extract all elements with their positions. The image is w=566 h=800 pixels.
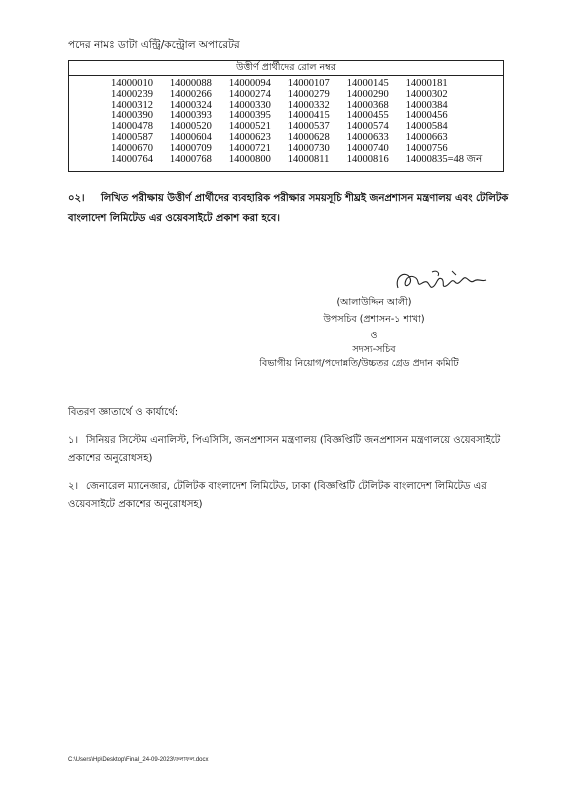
roll-number: 14000384 [405,99,448,111]
table-row [111,90,491,101]
roll-number: 14000537 [287,121,330,133]
table-row [111,155,491,166]
roll-number: 14000279 [287,88,330,100]
roll-number: 14000521 [228,121,271,133]
roll-number: 14000604 [169,131,212,143]
distribution-item [68,478,513,514]
roll-number: 14000764 [111,153,153,165]
roll-number-grid [111,79,491,165]
roll-number: 14000239 [111,88,153,100]
signature-image [392,266,488,300]
roll-number: 14000628 [287,131,330,143]
roll-number: 14000663 [405,131,448,143]
roll-number: 14000181 [405,78,448,89]
roll-number: 14000266 [169,88,212,100]
signatory-committee: বিভাগীয় নিয়োগ/পদোন্নতি/উচ্চতর গ্রেড প্রদান কমিটি [259,358,459,369]
roll-number: 14000574 [346,121,389,133]
distribution-item-text: সিনিয়র সিস্টেম এনালিস্ট, পিএসিসি, জনপ্রশাসন মন্ত্রণালয় (বিজ্ঞপ্তিটি জনপ্রশাসন মন্ত্রণালয়ে ওয়েবসাইটে প্রকাশের অনুরোধসহ) [68,435,501,464]
distribution-title: বিতরণ জ্ঞাতার্থে ও কার্যার্থে: [68,407,179,418]
signatory-name: (আলাউদ্দিন আলী) [336,297,412,308]
roll-number: 14000587 [111,131,153,143]
signatory-conjunction: ও [370,330,378,341]
roll-number: 14000800 [228,153,271,165]
distribution-item-number: ২। [68,481,79,492]
signatory-role: সদস্য-সচিব [352,344,396,355]
roll-number: 14000145 [346,78,389,89]
table-header: উত্তীর্ণ প্রার্থীদের রোল নম্বর [69,61,503,76]
roll-number: 14000390 [111,110,153,122]
roll-number: 14000811 [287,153,330,165]
paragraph-number: ০২। [68,193,85,204]
roll-number: 14000756 [405,142,448,154]
roll-number: 14000274 [228,88,271,100]
roll-number: 14000324 [169,99,212,111]
roll-number: 14000094 [228,78,271,89]
roll-number: 14000721 [228,142,271,154]
roll-number: 14000332 [287,99,330,111]
table-row [111,144,491,155]
paragraph-text: লিখিত পরীক্ষায় উত্তীর্ণ প্রার্থীদের ব্যবহারিক পরীক্ষার সময়সূচি শীঘ্রই জনপ্রশাসন মন্ত্রণালয় এবং টেলিটক বাংলাদেশ লিমিটেড এর ওয়েবসাইটে প্রকাশ করা হবে। [68,193,509,224]
roll-number: 14000520 [169,121,212,133]
roll-number: 14000330 [228,99,271,111]
roll-number: 14000107 [287,78,330,89]
roll-number: 14000393 [169,110,212,122]
roll-number: 14000312 [111,99,153,111]
distribution-item-number: ১। [68,435,79,446]
roll-number: 14000456 [405,110,448,122]
roll-number: 14000010 [111,78,153,89]
roll-number: 14000415 [287,110,330,122]
roll-number: 14000730 [287,142,330,154]
notice-paragraph [68,189,513,229]
roll-number: 14000633 [346,131,389,143]
distribution-item [68,432,513,468]
post-title: পদের নামঃ ডাটা এন্ট্রি/কন্ট্রোল অপারেটর [68,39,240,51]
roll-number: 14000740 [346,142,389,154]
roll-number: 14000709 [169,142,212,154]
roll-number: 14000302 [405,88,448,100]
distribution-item-text: জেনারেল ম্যানেজার, টেলিটক বাংলাদেশ লিমিটেড, ঢাকা (বিজ্ঞপ্তিটি টেলিটক বাংলাদেশ লিমিটেড এর ওয়েবসাইটে প্রকাশের অনুরোধসহ) [68,481,487,510]
roll-number: 14000455 [346,110,389,122]
roll-number: 14000478 [111,121,153,133]
roll-number: 14000088 [169,78,212,89]
roll-number: 14000290 [346,88,389,100]
roll-number: 14000623 [228,131,271,143]
roll-number: 14000368 [346,99,389,111]
roll-number-total: 14000835=48 জন [405,153,483,165]
roll-number: 14000768 [169,153,212,165]
file-path-footer: C:\Users\Hp\Desktop\Final_24-09-2023\ফলাফল.docx [68,757,209,763]
roll-number: 14000670 [111,142,153,154]
roll-number: 14000816 [346,153,389,165]
results-table [68,60,504,172]
roll-number: 14000584 [405,121,448,133]
signatory-designation: উপসচিব (প্রশাসন-১ শাখা) [323,314,425,325]
roll-number: 14000395 [228,110,271,122]
